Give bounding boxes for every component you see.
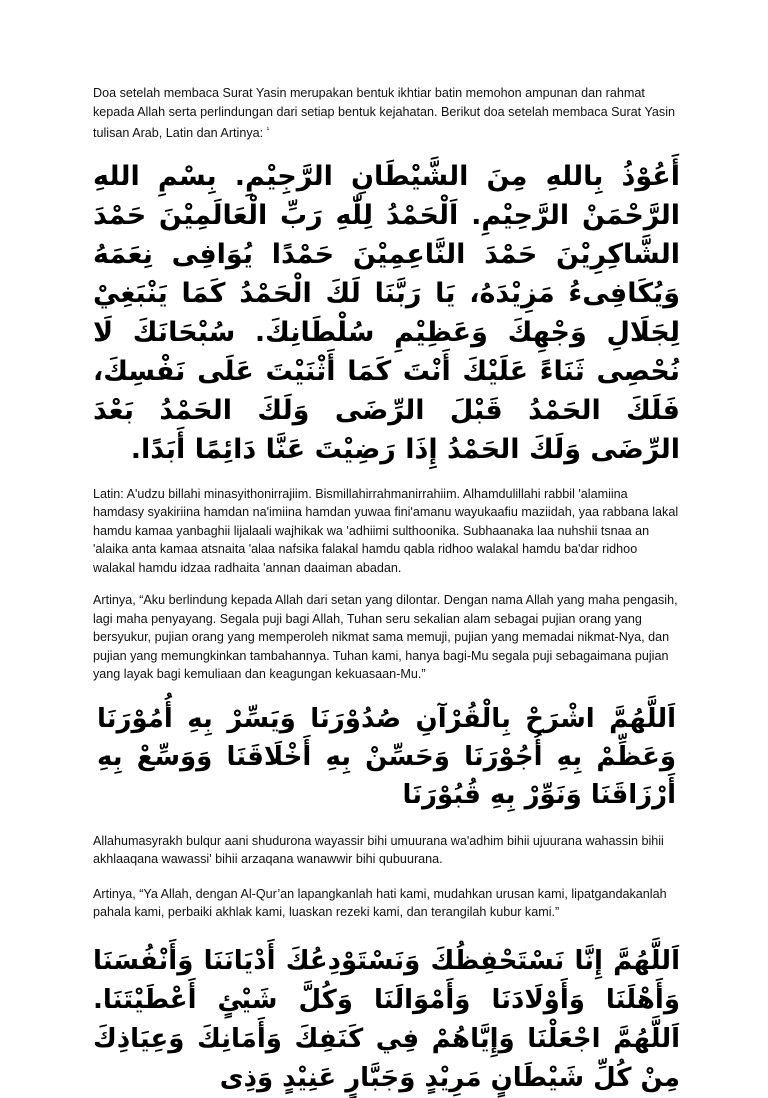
doa-2-arabic: اَللَّهُمَّ اشْرَحْ بِالْقُرْآنِ صُدُوْرَنَا وَيَسِّرْ بِهِ أُمُوْرَنَا وَعَظِّمْ بِهِ أُجُوْرَنَا وَحَسِّنْ بِهِ أَخْلَاقَنَا وَوَسِّعْ بِهِ أَرْزَاقَنَا وَنَوِّرْ بِهِ قُبُوْرَنَا: [97, 703, 676, 810]
doa-1-translation: Artinya, “Aku berlindung kepada Allah dari setan yang dilontar. Dengan nama Allah yang maha pengasih, lagi maha penyayang. Segala puji bagi Allah, Tuhan seru sekalian alam sebagai pujian orang yang bersyukur, pujian orang yang memperoleh nikmat sama memuji, pujian yang memadai nikmat-Nya, dan pujian yang memungkinkan tambahannya. Tuhan kami, hanya bagi-Mu segala puji sebagaimana pujian yang layak bagi kemuliaan dan keagungan kekuasaan-Mu.”: [93, 593, 678, 682]
footnote-ref: ¹: [266, 125, 270, 134]
doa-1-latin: Latin: A'udzu billahi minasyithonirrajiim. Bismillahirrahmanirrahiim. Alhamdulillahi rabbil 'alamiina hamdasy syakiriina hamdan na'imiina hamdan yuwaa fini'amanu wayukaafiu maziidah, yaa rabbana lakal hamdu kamaa yanbaghii lijalaali wajhikak wa 'adhiimi sulthoonika. Subhaanaka laa nuhshii tsnaa an 'alaika anta kamaa atsnaita 'alaa nafsika falakal hamdu qabla ridhoo walakal hamdu ba'dar ridhoo walakal hamdu idzaa radhaita 'annan daaiman abadan.: [93, 486, 679, 575]
intro-paragraph: [93, 84, 680, 143]
doa-2-translation: Artinya, “Ya Allah, dengan Al-Qur’an lapangkanlah hati kami, mudahkan urusan kami, lipatgandakanlah pahala kami, perbaiki akhlak kami, luaskan rezeki kami, dan terangilah kubur kami.”: [93, 886, 667, 920]
intro-text: Doa setelah membaca Surat Yasin merupakan bentuk ikhtiar batin memohon ampunan dan rahmat kepada Allah serta perlindungan dari setiap bentuk kejahatan. Berikut doa setelah membaca Surat Yasin tulisan Arab, Latin dan Artinya:: [93, 86, 676, 141]
doa-2-latin: Allahumasyrakh bulqur aani shudurona wayassir bihi umuurana wa'adhim bihii ujuurana wahassin bihii akhlaaqana wawassi' bihii arzaqana wanawwir bihi qubuurana.: [93, 833, 664, 867]
doa-1-arabic: أَعُوْذُ بِاللهِ مِنَ الشَّيْطَانِ الرَّجِيْمِ. بِسْمِ اللهِ الرَّحْمَنْ الرَّحِيْمِ. اَلْحَمْدُ لِلّٰهِ رَبِّ الْعَالَمِيْنَ حَمْدَ الشَّاكِرِيْنَ حَمْدَ النَّاعِمِيْنَ حَمْدًا يُوَافِى نِعَمَهُ وَيُكَافِىءُ مَزِيْدَهُ، يَا رَبَّنَا لَكَ الْحَمْدُ كَمَا يَنْبَغِيْ لِجَلَالِ وَجْهِكَ وَعَظِيْمِ سُلْطَانِكَ. سُبْحَانَكَ لَا نُحْصِى ثَنَاءً عَلَيْكَ أَنْتَ كَمَا أَثْنَيْتَ عَلَى نَفْسِكَ، فَلَكَ الحَمْدُ قَبْلَ الرِّضَى وَلَكَ الحَمْدُ بَعْدَ الرِّضَى وَلَكَ الحَمْدُ إِذَا رَضِيْتَ عَنَّا دَائِمًا أَبَدًا.: [93, 160, 680, 465]
doa-3-arabic: اَللَّهُمَّ إِنَّا نَسْتَحْفِظُكَ وَنَسْتَوْدِعُكَ أَدْيَانَنَا وَأَنْفُسَنَا وَأَهْلَنَا وَأَوْلَادَنَا وَأَمْوَالَنَا وَكُلَّ شَيْئٍ أَعْطَيْتَنَا. اَللَّهُمَّ اجْعَلْنَا وَإِيَّاهُمْ فِي كَنَفِكَ وَأَمَانِكَ وَعِيَاذِكَ مِنْ كُلِّ شَيْطَانٍ مَرِيْدٍ وَجَبَّارٍ عَنِيْدٍ وَذِى: [93, 945, 680, 1093]
